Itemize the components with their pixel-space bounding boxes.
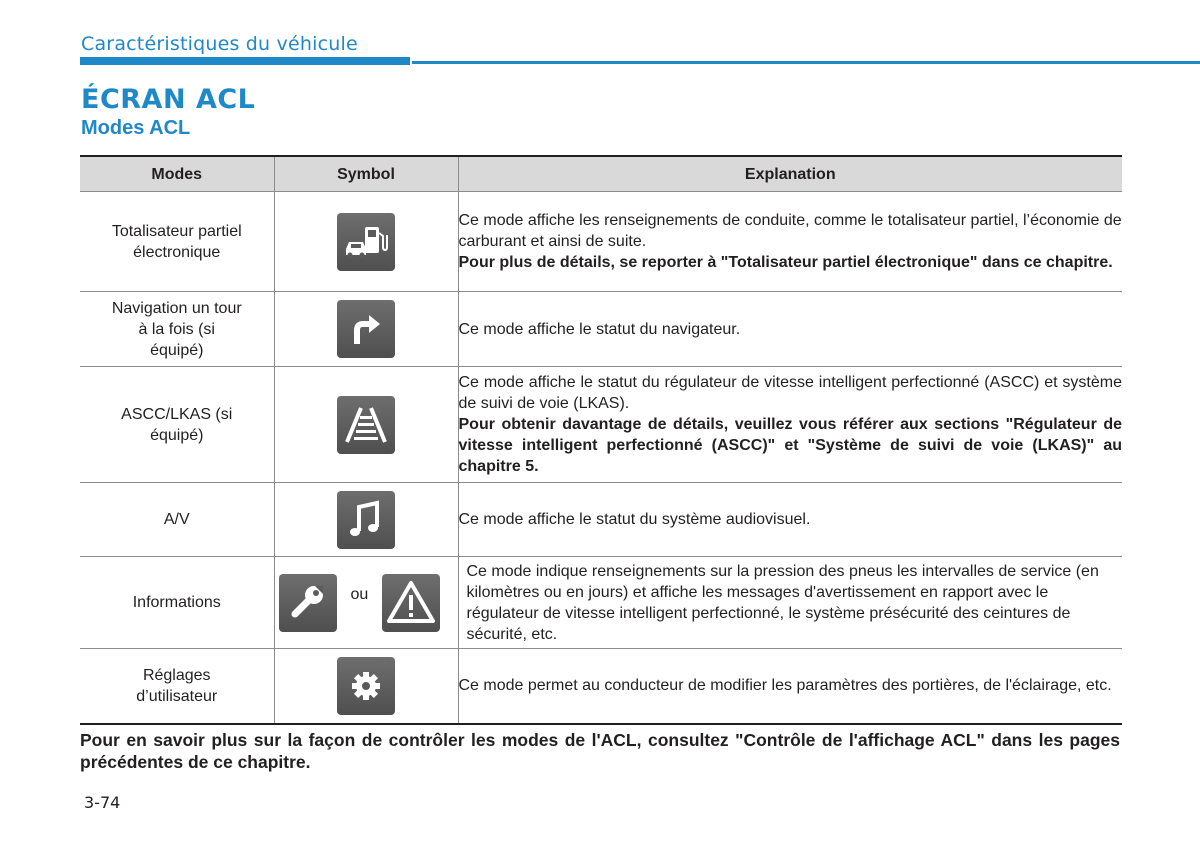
explanation-text: Ce mode indique renseignements sur la pression des pneus les intervalles de service (en kilomètres ou en jours) et affiche les messages d'avertissement en rapport avec le régulateur de vitesse intelligent perfectionné, le système présécurité des ceintures de sécurité, etc.	[466, 562, 1099, 643]
table-row	[80, 557, 1122, 649]
table-row	[80, 292, 1122, 367]
explanation-cell	[458, 483, 1122, 557]
page-title: ÉCRAN ACL	[81, 84, 256, 115]
symbol-cell	[274, 483, 458, 557]
mode-name-text: Informations	[132, 594, 221, 611]
mode-name	[80, 649, 274, 724]
turn-right-arrow-icon	[337, 300, 395, 358]
explanation-text: Ce mode affiche le statut du régulateur de vitesse intelligent perfectionné (ASCC) et système de suivi de voie (LKAS).	[458, 374, 1122, 412]
symbol-cell	[274, 649, 458, 724]
header-rule	[412, 61, 1200, 64]
fuel-car-icon	[337, 213, 395, 271]
column-header-explanation: Explanation	[458, 156, 1122, 192]
mode-name-text: ASCC/LKAS (si équipé)	[121, 405, 233, 444]
explanation-text: Ce mode affiche le statut du navigateur.	[458, 320, 741, 338]
symbol-cell	[274, 292, 458, 367]
mode-name	[80, 557, 274, 649]
table-row	[80, 483, 1122, 557]
symbol-cell	[274, 192, 458, 292]
explanation-cell	[458, 557, 1122, 649]
header-accent-bar	[80, 57, 410, 65]
wrench-icon	[279, 574, 337, 632]
column-header-modes: Modes	[80, 156, 274, 192]
explanation-cell	[458, 192, 1122, 292]
lane-keeping-icon	[337, 396, 395, 454]
symbol-cell	[274, 367, 458, 483]
music-note-icon	[337, 491, 395, 549]
table-row	[80, 649, 1122, 724]
explanation-cell	[458, 367, 1122, 483]
mode-name	[80, 292, 274, 367]
mode-name-text: A/V	[163, 511, 190, 528]
table-row	[80, 367, 1122, 483]
page-number: 3-74	[84, 793, 121, 812]
symbol-cell	[274, 557, 458, 649]
or-label: ou	[350, 586, 369, 603]
table-row	[80, 192, 1122, 292]
mode-name	[80, 192, 274, 292]
explanation-reference: Pour obtenir davantage de détails, veuillez vous référer aux sections "Régulateur de vitesse intelligent perfectionné (ASCC)" et "Système de suivi de voie (LKAS)" au chapitre 5.	[458, 416, 1122, 475]
page-subtitle: Modes ACL	[81, 117, 191, 139]
explanation-text: Ce mode permet au conducteur de modifier les paramètres des portières, de l'éclairage, etc.	[458, 677, 1112, 695]
table-header-row	[80, 156, 1122, 192]
gear-icon	[337, 657, 395, 715]
explanation-text: Ce mode affiche le statut du système audiovisuel.	[458, 511, 811, 528]
mode-name-text: Réglages d’utilisateur	[136, 666, 218, 705]
warning-triangle-icon	[382, 574, 440, 632]
mode-name-text: Navigation un tour à la fois (si équipé)	[111, 299, 242, 359]
column-header-symbol: Symbol	[274, 156, 458, 192]
mode-name	[80, 367, 274, 483]
footer-note: Pour en savoir plus sur la façon de contrôler les modes de l'ACL, consultez "Contrôle de l'affichage ACL" dans les pages précédentes de ce chapitre.	[80, 730, 1120, 772]
header-section-title: Caractéristiques du véhicule	[81, 33, 358, 55]
mode-name	[80, 483, 274, 557]
explanation-cell	[458, 292, 1122, 367]
mode-name-text: Totalisateur partiel électronique	[111, 222, 242, 261]
explanation-reference: Pour plus de détails, se reporter à "Totalisateur partiel électronique" dans ce chapitre.	[458, 254, 1113, 271]
explanation-cell	[458, 649, 1122, 724]
modes-table	[80, 155, 1122, 725]
explanation-text: Ce mode affiche les renseignements de conduite, comme le totalisateur partiel, l’économie de carburant et ainsi de suite.	[458, 212, 1122, 250]
